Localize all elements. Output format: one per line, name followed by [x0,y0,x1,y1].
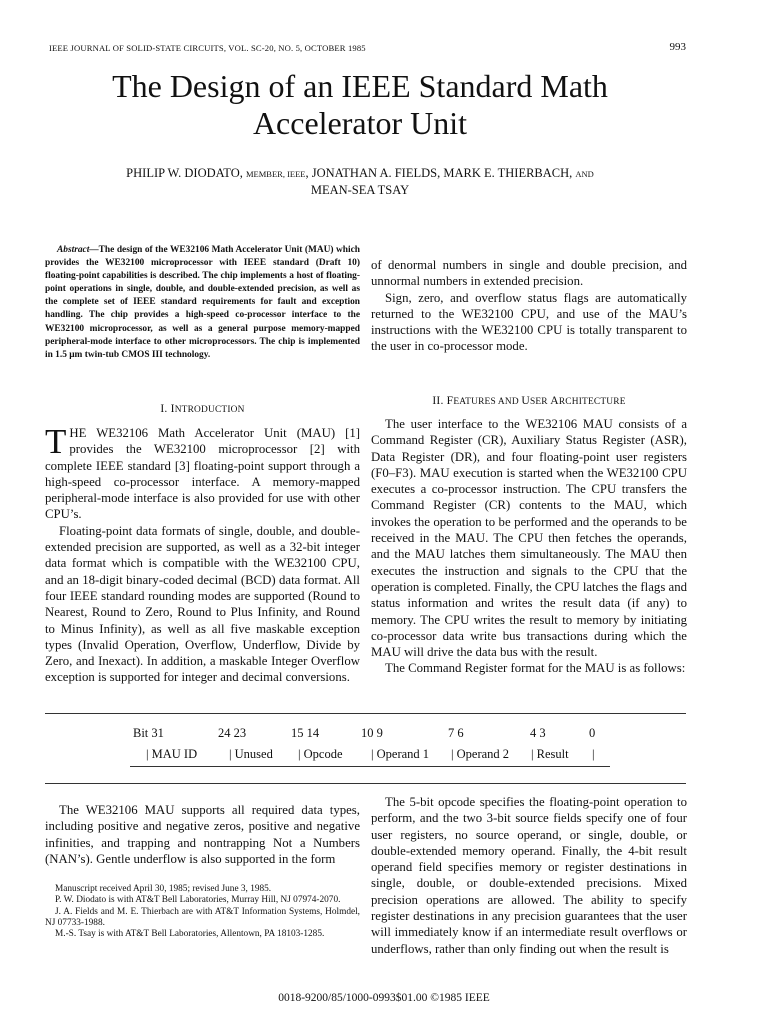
field-label: | Unused [229,747,273,761]
bit-label: 15 14 [291,726,320,740]
field-label: | Operand 1 [371,747,430,761]
bit-label: 24 23 [218,726,247,740]
right-column-top [371,257,687,355]
footnote: J. A. Fields and M. E. Thierbach are with AT&T Information Systems, Holmdel, NJ 07733-1988. [45,906,360,928]
drop-cap: T [45,422,67,461]
bit-label: 0 [589,726,596,740]
bottom-left-column [45,802,360,867]
footnotes [45,884,360,940]
footnote: P. W. Diodato is with AT&T Bell Laboratories, Murray Hill, NJ 07974-2070. [55,895,341,906]
field-label: | Operand 2 [451,747,510,761]
features-paragraph-1: The user interface to the WE32106 MAU consists of a Command Register (CR), Auxiliary Status Register (ASR), Data Register (DR), and four floating-point user registers (F0–F3). MAU execution is started when the WE32100 CPU executes a co-processor instruction. The CPU transfers the Command Register (CR) contents to the MAU, which invokes the operation to be performed and the operands to be received in the MAU. The CPU then fetches the operands, and the MAU latches them simultaneously. The MAU then executes the instruction and signals to the CPU that the operation is completed. Finally, the CPU latches the flags and status information and writes the result data (if any) to memory. The CPU writes the result to memory by initiating co-processor data write bus transactions during which the MAU will drive the data bus with the result. [371,417,687,660]
abstract-lead: Abstract [57,245,90,255]
register-top-rule [45,713,686,714]
author-member-label: MEMBER, IEEE [245,169,306,179]
copyright-footer: 0018-9200/85/1000-0993$01.00 ©1985 IEEE [278,992,490,1004]
running-header: IEEE JOURNAL OF SOLID-STATE CIRCUITS, VOL. SC-20, NO. 5, OCTOBER 1985 [49,43,366,53]
title-line-1: The Design of an IEEE Standard Math [112,68,608,104]
author-names-b: , JONATHAN A. FIELDS, MARK E. THIERBACH, [305,166,576,180]
status-flags-paragraph: Sign, zero, and overflow status flags are automatically returned to the WE32100 CPU, and use of the MAU’s instructions with the WE32100 CPU is totally transparent to the user in co-processor mode. [371,290,687,354]
author-line-1 [60,165,660,182]
title-line-2: Accelerator Unit [252,105,468,141]
abstract [45,244,360,362]
field-label: | Result [531,747,569,761]
section-features [371,394,687,677]
footnote: M.-S. Tsay is with AT&T Bell Laboratories, Allentown, PA 18103-1285. [55,929,325,940]
bottom-right-column [371,794,687,957]
section-introduction [45,402,360,686]
author-list [60,165,660,198]
bit-label: Bit 31 [133,726,164,740]
abstract-text: —The design of the WE32106 Math Accelerator Unit (MAU) which provides the WE32100 microprocessor with IEEE standard (Draft 10) floating-point capabilities is described. The chip implements a host of floating-point operations in single, double, and double-extended precision, as well as the complete set of IEEE standard requirements for fault and exception handling. The chip provides a high-speed co-processor interface to the WE32100 microprocessor, as well as a general purpose memory-mapped peripheral-mode interface to other microprocessors. The chip is implemented in 1.5 μm twin-tub CMOS III technology. [45,245,360,360]
section-1-heading: I. INTRODUCTION [160,402,245,415]
opcode-paragraph: The 5-bit opcode specifies the floating-point operation to perform, and the two 3-bit source fields specify one of four user registers, no source operand, or single, double, or double-extended memory operand. Finally, the 4-bit result operand field specifies memory or register destinations in single, double, or double-extended precisions. Mixed precision operations are allowed. The ability to specify register destinations in any precision guarantees that the user will immediately know if an intermediate result overflows or underflows, rather than only finding out when the result is [371,795,687,956]
author-names-a: PHILIP W. DIODATO, [126,166,246,180]
section-2-heading: II. FEATURES AND USER ARCHITECTURE [432,394,626,407]
register-field-rule [130,766,610,767]
bit-label: 4 3 [530,726,546,740]
data-types-paragraph: The WE32106 MAU supports all required data types, including positive and negative zeros, positive and negative infinities, and trapping and nontrapping Not a Numbers (NAN’s). Gentle underflow is also supported in the form [45,803,360,866]
paper-title [60,68,660,142]
intro-paragraph-2: Floating-point data formats of single, double, and double-extended precision are supported, as well as a 32-bit integer data format which is compatible with the WE32100 CPU, and an 18-digit binary-coded decimal (BCD) data format. All four IEEE standard rounding modes are supported (Round to Nearest, Round to Zero, Round to Plus Infinity, and Round to Minus Infinity), as well as all five maskable exception types (Invalid Operation, Overflow, Underflow, Divide by Zero, and Inexact). In addition, a maskable Integer Overflow exception is supported for integer and decimal conversions. [45,523,360,685]
field-label: | MAU ID [146,747,198,761]
author-line-2: MEAN-SEA TSAY [310,183,410,197]
field-label: | [592,747,595,761]
bit-label: 10 9 [361,726,383,740]
bit-label: 7 6 [448,726,464,740]
page-number: 993 [669,41,686,53]
footnote: Manuscript received April 30, 1985; revised June 3, 1985. [55,884,272,894]
register-bottom-rule [45,783,686,784]
author-and: AND [575,169,594,179]
intro-paragraph-1: THE WE32106 Math Accelerator Unit (MAU) [1] provides the WE32100 microprocessor [2] with complete IEEE standard [3] floating-point support through a high-speed co-processor interface. A memory-mapped peripheral-mode interface is also provided for use with other CPU’s. [45,422,360,522]
features-paragraph-2: The Command Register format for the MAU is as follows: [385,661,686,676]
denormal-paragraph: of denormal numbers in single and double precision, and unnormal numbers in extended precision. [371,258,687,289]
field-label: | Opcode [298,747,343,761]
